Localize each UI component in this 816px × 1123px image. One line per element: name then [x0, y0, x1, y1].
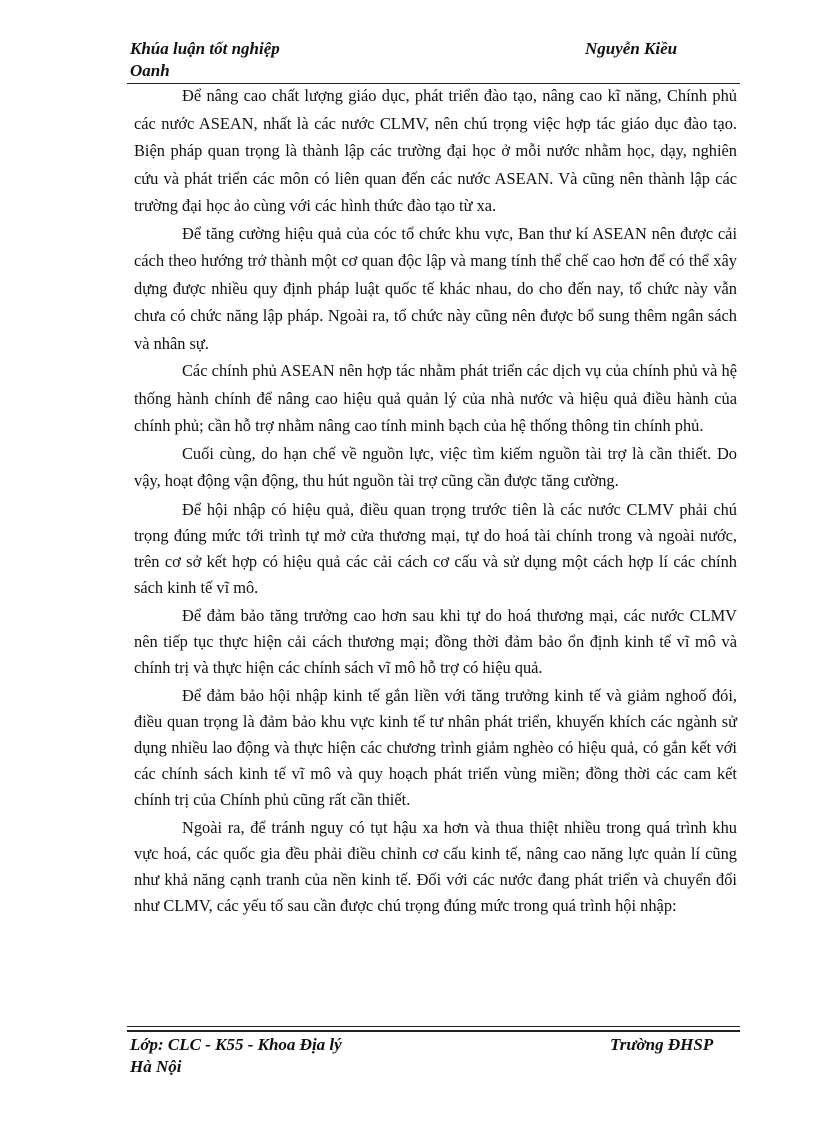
footer-school-name: Trường ĐHSP [610, 1035, 714, 1054]
paragraph-governance: Các chính phủ ASEAN nên hợp tác nhằm phát triển các dịch vụ của chính phủ và hệ thống hành chính để nâng cao hiệu quả quản lý của nhà nước và hiệu quả điều hành của chính phủ; cần hỗ trợ nhằm nâng cao tính minh bạch của hệ thống thông tin chính phủ. [134, 361, 737, 435]
footer-rule-thick [127, 1030, 740, 1032]
paragraph-poverty: Để đảm bảo hội nhập kinh tế gắn liền với tăng trưởng kinh tế và giảm nghoố đói, điều quan trọng là đảm bảo khu vực kinh tế tư nhân phát triển, khuyến khích các ngành sử dụng nhiều lao động và thực hiện các chương trình giảm nghèo có hiệu quả, có gắn kết với các chính sách kinh tế vĩ mô và quy hoạch phát triển vùng miền; đồng thời các cam kết chính trị của Chính phủ cũng rất cần thiết. [134, 685, 737, 809]
paragraph-secretariat: Để tăng cường hiệu quả của cóc tổ chức khu vực, Ban thư kí ASEAN nên được cải cách theo hướng trở thành một cơ quan độc lập và mang tính thể chế cao hơn để có thể xây dựng được nhiều quy định pháp luật quốc tế khác nhau, do cho đến nay, tổ chức này vẫn chưa có chức năng lập pháp. Ngoài ra, tổ chức này cũng nên được bổ sung thêm ngân sách và nhân sự. [134, 223, 737, 353]
page-footer [130, 1034, 740, 1080]
footer-class-info: Lớp: CLC - K55 - Khoa Địa lý Hà Nội [130, 1035, 342, 1076]
paragraph-education: Để nâng cao chất lượng giáo dục, phát triển đào tạo, nâng cao kĩ năng, Chính phủ các nước ASEAN, nhất là các nước CLMV, nên chú trọng việc hợp tác giáo dục đào tạo. Biện pháp quan trọng là thành lập các trường đại học ở mỗi nước nhằm học, dạy, nghiên cứu và phát triển các môn có liên quan đến các nước ASEAN. Và cũng nên thành lập các trường đại học ảo cùng với các hình thức đào tạo từ xa. [134, 86, 737, 215]
paragraph-funding: Cuối cùng, do hạn chế về nguồn lực, việc tìm kiếm nguồn tài trợ là cần thiết. Do vậy, hoạt động vận động, thu hút nguồn tài trợ cũng cần được tăng cường. [134, 443, 737, 490]
document-body [134, 82, 737, 919]
paragraph-growth: Để đảm bảo tăng trưởng cao hơn sau khi tự do hoá thương mại, các nước CLMV nên tiếp tục thực hiện cải cách thương mại; đồng thời đảm bảo ổn định kinh tế vĩ mô và chính trị và thực hiện các chính sách vĩ mô hỗ trợ có hiệu quả. [134, 605, 737, 677]
footer-rule-thin [127, 1026, 740, 1027]
header-thesis-title: Khúa luận tốt nghiệp Oanh [130, 39, 280, 80]
header-author-name: Nguyễn Kiều [585, 39, 678, 58]
paragraph-regionalization: Ngoài ra, để tránh nguy có tụt hậu xa hơn và thua thiệt nhiều trong quá trình khu vực hoá, các quốc gia đều phải điều chỉnh cơ cấu kinh tế, nâng cao năng lực quản lí cũng như khả năng cạnh tranh của nền kinh tế. Đối với các nước đang phát triển và chuyển đổi như CLMV, các yếu tố sau cần được chú trọng đúng mức trong quá trình hội nhập: [134, 817, 737, 915]
paragraph-integration: Để hội nhập có hiệu quả, điều quan trọng trước tiên là các nước CLMV phải chú trọng đúng mức tới trình tự mở cửa thương mại, tự do hoá tài chính trong và ngoài nước, trên cơ sở kết hợp có hiệu quả các cải cách cơ cấu và sử dụng một cách hợp lí các chính sách kinh tế vĩ mô. [134, 499, 737, 597]
page-header [130, 38, 740, 84]
